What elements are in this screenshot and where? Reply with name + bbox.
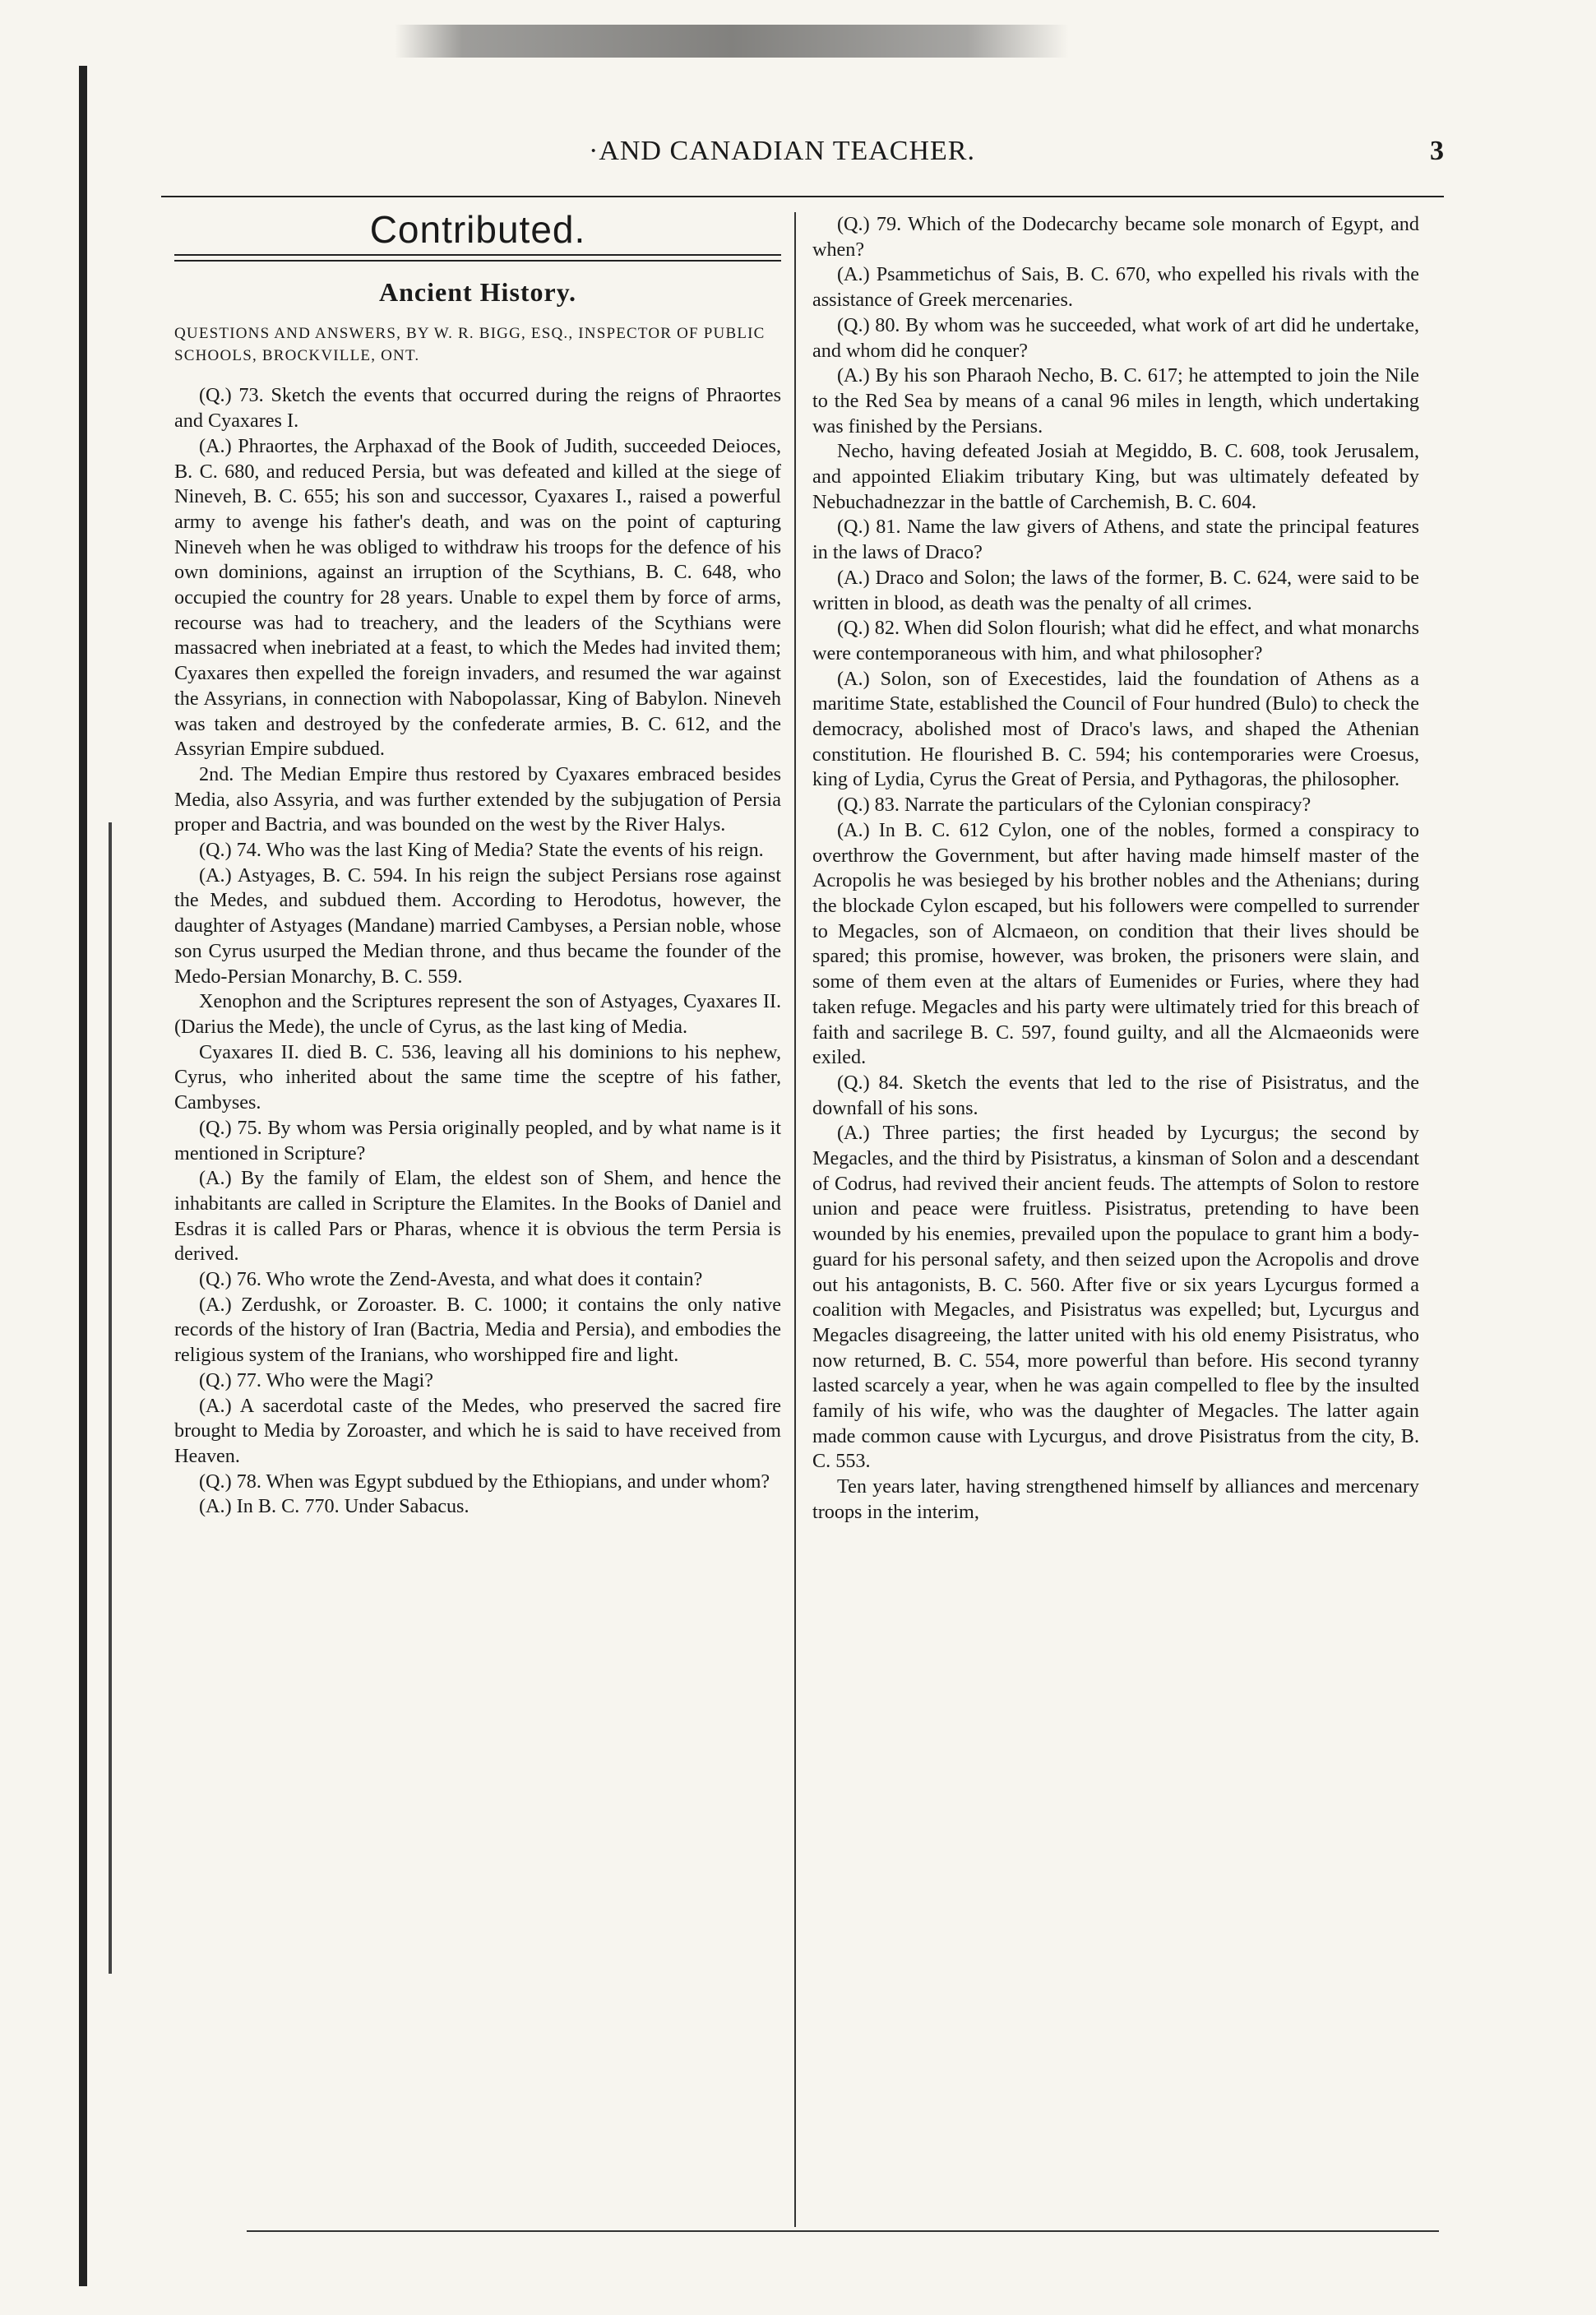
paragraph: (A.) Draco and Solon; the laws of the former, B. C. 624, were said to be written in blood, as death was the penalty of all crimes.	[812, 566, 1419, 614]
scan-blot	[395, 25, 1069, 58]
paragraph: (A.) In B. C. 612 Cylon, one of the nobles, formed a conspiracy to overthrow the Government, but after having made himself master of the Acropolis he was besieged by his brother nobles and the Athenians; during the blockade Cylon escaped, but his followers were compelled to surrender to Megacles, son of Alcmaeon, on condition that their lives should be spared; this promise, however, was broken, the prisoners were slain, and some of them even at the altars of Eumenides or Furies, where they had taken refuge. Megacles and his party were ultimately tried for this breach of faith and sacrilege B. C. 597, found guilty, and all the Alcmaeonids were exiled.	[812, 818, 1419, 1069]
paragraph: (Q.) 84. Sketch the events that led to the rise of Pisistratus, and the downfall of his sons.	[812, 1071, 1419, 1119]
paragraph: (Q.) 76. Who wrote the Zend-Avesta, and what does it contain?	[199, 1268, 703, 1291]
binding-shadow	[109, 822, 112, 1974]
paragraph: (Q.) 74. Who was the last King of Media? State the events of his reign.	[199, 839, 764, 862]
left-column	[174, 208, 781, 1520]
column-divider	[794, 212, 796, 2227]
paragraph: (Q.) 79. Which of the Dodecarchy became sole monarch of Egypt, and when?	[812, 213, 1419, 261]
paragraph: (Q.) 78. When was Egypt subdued by the Ethiopians, and under whom?	[199, 1470, 770, 1493]
paragraph: (A.) Psammetichus of Sais, B. C. 670, who expelled his rivals with the assistance of Greek mercenaries.	[812, 263, 1419, 312]
paragraph: (Q.) 75. By whom was Persia originally peopled, and by what name is it mentioned in Scripture?	[174, 1116, 781, 1164]
article-title: Ancient History.	[379, 276, 576, 307]
binding-edge	[79, 66, 87, 2286]
paragraph: Necho, having defeated Josiah at Megiddo, B. C. 608, took Jerusalem, and appointed Eliakim tributary King, but was ultimately defeated by Nebuchadnezzar in the battle of Carchemish, B. C. 604.	[812, 440, 1419, 513]
header-rule	[161, 196, 1444, 197]
section-title: Contributed.	[369, 208, 586, 251]
footer-rule	[247, 2230, 1439, 2232]
right-column	[812, 212, 1419, 1526]
paragraph: (Q.) 73. Sketch the events that occurred during the reigns of Phraortes and Cyaxares I.	[174, 384, 781, 433]
running-head: ·AND CANADIAN TEACHER.	[589, 136, 975, 166]
paragraph: (Q.) 81. Name the law givers of Athens, and state the principal features in the laws of Draco?	[812, 516, 1419, 564]
paragraph: (A.) Astyages, B. C. 594. In his reign the subject Persians rose against the Medes, and subdued them. According to Herodotus, however, the daughter of Astyages (Mandane) married Cambyses, a Persian noble, whose son Cyrus usurped the Median throne, and thus became the founder of the Medo-Persian Monarchy, B. C. 559.	[174, 863, 781, 988]
paragraph: 2nd. The Median Empire thus restored by Cyaxares embraced besides Media, also Assyria, and was further extended by the subjugation of Persia proper and Bactria, and was bounded on the west by the River Halys.	[174, 762, 781, 836]
paragraph: (A.) A sacerdotal caste of the Medes, who preserved the sacred fire brought to Media by Zoroaster, and which he is said to have received from Heaven.	[174, 1394, 781, 1467]
page-header	[161, 136, 1444, 177]
paragraph: (A.) Solon, son of Execestides, laid the foundation of Athens as a maritime State, established the Council of Four hundred (Bulo) to check the democracy, abolished most of Draco's laws, and shaped the Athenian constitution. He flourished B. C. 594; his contemporaries were Croesus, king of Lydia, Cyrus the Great of Persia, and Pythagoras, the philosopher.	[812, 667, 1419, 791]
paragraph: (A.) By his son Pharaoh Necho, B. C. 617; he attempted to join the Nile to the Red Sea by means of a canal 96 miles in length, which undertaking was finished by the Persians.	[812, 364, 1419, 438]
paragraph: (A.) By the family of Elam, the eldest son of Shem, and hence the inhabitants are called in Scripture the Elamites. In the Books of Daniel and Esdras it is called Pars or Pharas, whence it is obvious the term Persia is derived.	[174, 1167, 781, 1266]
section-rule	[174, 254, 781, 262]
article-byline: QUESTIONS AND ANSWERS, BY W. R. BIGG, ESQ., INSPECTOR OF PUBLIC SCHOOLS, BROCKVILLE, ONT.	[174, 325, 766, 365]
paragraph: (A.) Three parties; the first headed by Lycurgus; the second by Megacles, and the third by Pisistratus, a kinsman of Solon and a descendant of Codrus, had revived their ancient feuds. The attempts of Solon to restore union and peace were fruitless. Pisistratus, pretending to have been wounded by his enemies, prevailed upon the populace to grant him a body-guard for his personal safety, and then seized upon the Acropolis and drove out his antagonists, B. C. 560. After five or six years Lycurgus formed a coalition with Megacles, and Pisistratus was expelled; but, Lycurgus and Megacles disagreeing, the latter united with his old enemy Pisistratus, who now returned, B. C. 554, more powerful than before. His second tyranny lasted scarcely a year, when he was again compelled to flee by the insulted family of his wife, who was the daughter of Megacles. The latter again made common cause with Lycurgus, and drove Pisistratus from the city, B. C. 553.	[812, 1122, 1419, 1473]
paragraph: Xenophon and the Scriptures represent the son of Astyages, Cyaxares II. (Darius the Mede), the uncle of Cyrus, as the last king of Media.	[174, 990, 781, 1038]
page-number: 3	[1430, 136, 1444, 166]
paragraph: (A.) In B. C. 770. Under Sabacus.	[199, 1495, 470, 1518]
paragraph: (Q.) 77. Who were the Magi?	[199, 1368, 434, 1391]
paragraph: Cyaxares II. died B. C. 536, leaving all his dominions to his nephew, Cyrus, who inherited about the same time the sceptre of his father, Cambyses.	[174, 1040, 781, 1114]
paragraph: (A.) Zerdushk, or Zoroaster. B. C. 1000; it contains the only native records of the history of Iran (Bactria, Media and Persia), and embodies the religious system of the Iranians, who worshipped fire and light.	[174, 1293, 781, 1367]
paragraph: (Q.) 82. When did Solon flourish; what did he effect, and what monarchs were contemporaneous with him, and what philosopher?	[812, 617, 1419, 664]
paragraph: Ten years later, having strengthened himself by alliances and mercenary troops in the interim,	[812, 1475, 1419, 1523]
paragraph: (Q.) 80. By whom was he succeeded, what work of art did he undertake, and whom did he conquer?	[812, 313, 1419, 362]
left-body	[174, 383, 781, 1520]
paragraph: (A.) Phraortes, the Arphaxad of the Book of Judith, succeeded Deioces, B. C. 680, and reduced Persia, but was defeated and killed at the siege of Nineveh, B. C. 655; his son and successor, Cyaxares I., raised a powerful army to avenge his father's death, and was on the point of capturing Nineveh when he was obliged to withdraw his troops for the defence of his own dominions, against an irruption of the Scythians, B. C. 648, who occupied the country for 28 years. Unable to expel them by force of arms, recourse was had to treachery, and the leaders of the Scythians were massacred when inebriated at a feast, to which the Medes had invited them; Cyaxares then expelled the foreign invaders, and resumed the war against the Assyrians, in connection with Nabopolassar, King of Babylon. Nineveh was taken and destroyed by the confederate armies, B. C. 612, and the Assyrian Empire subdued.	[174, 434, 781, 761]
paragraph: (Q.) 83. Narrate the particulars of the Cylonian conspiracy?	[837, 794, 1311, 817]
right-body	[812, 212, 1419, 1526]
